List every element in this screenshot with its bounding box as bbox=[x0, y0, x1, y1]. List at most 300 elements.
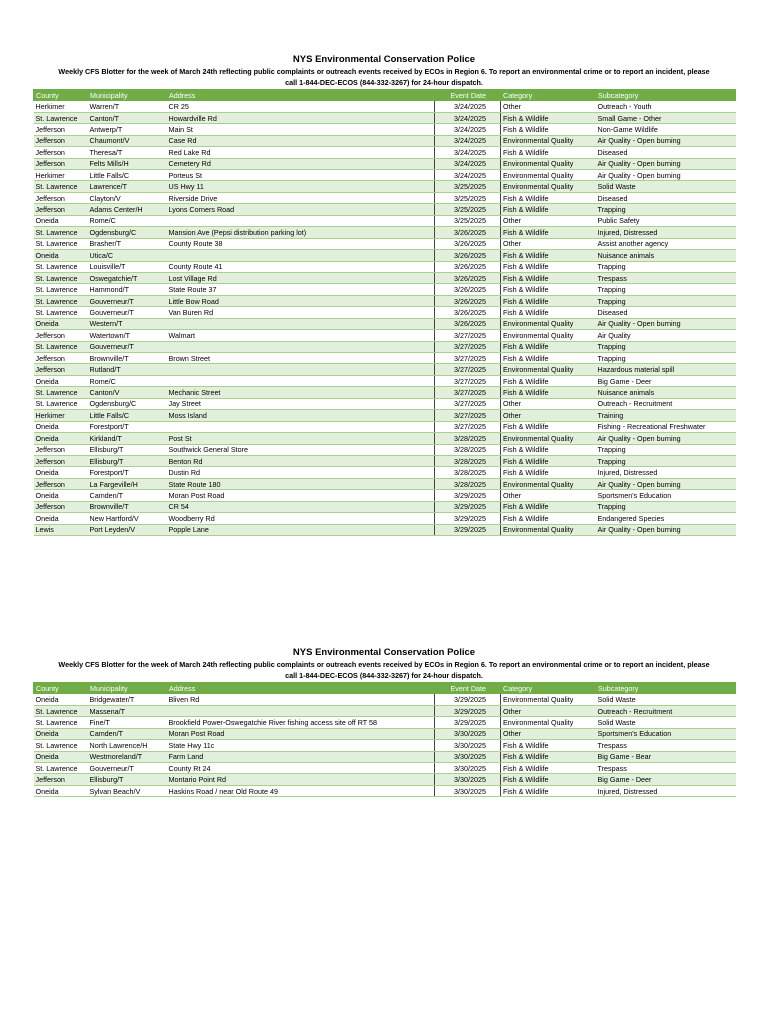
cell-event-date: 3/29/2025 bbox=[435, 490, 501, 501]
cell-address: Red Lake Rd bbox=[167, 147, 435, 158]
cell-county: Jefferson bbox=[34, 135, 88, 146]
cell-municipality: Ellisburg/T bbox=[88, 444, 167, 455]
cell-event-date: 3/27/2025 bbox=[435, 410, 501, 421]
header-county: County bbox=[34, 683, 88, 694]
cell-category: Other bbox=[501, 490, 596, 501]
cell-county: St. Lawrence bbox=[34, 740, 88, 751]
cell-category: Fish & Wildlife bbox=[501, 295, 596, 306]
header-category: Category bbox=[501, 683, 596, 694]
cell-county: St. Lawrence bbox=[34, 295, 88, 306]
table-row bbox=[34, 295, 736, 306]
cell-municipality: Westmoreland/T bbox=[88, 751, 167, 762]
cell-address: Bliven Rd bbox=[167, 694, 435, 705]
header-county: County bbox=[34, 90, 88, 101]
cell-event-date: 3/28/2025 bbox=[435, 433, 501, 444]
cell-address: Lyons Corners Road bbox=[167, 204, 435, 215]
table-row bbox=[34, 261, 736, 272]
table-row bbox=[34, 524, 736, 535]
cell-county: St. Lawrence bbox=[34, 112, 88, 123]
header-address: Address bbox=[167, 683, 435, 694]
cell-municipality: Warren/T bbox=[88, 101, 167, 112]
cell-category: Fish & Wildlife bbox=[501, 307, 596, 318]
cell-event-date: 3/26/2025 bbox=[435, 261, 501, 272]
cell-address: Walmart bbox=[167, 330, 435, 341]
cell-category: Fish & Wildlife bbox=[501, 763, 596, 774]
cell-address: CR 25 bbox=[167, 101, 435, 112]
cell-category: Other bbox=[501, 238, 596, 249]
cell-address: State Route 180 bbox=[167, 478, 435, 489]
cell-event-date: 3/26/2025 bbox=[435, 284, 501, 295]
table-row bbox=[34, 467, 736, 478]
table-row bbox=[34, 387, 736, 398]
cell-event-date: 3/27/2025 bbox=[435, 398, 501, 409]
cell-municipality: North Lawrence/H bbox=[88, 740, 167, 751]
cell-category: Fish & Wildlife bbox=[501, 774, 596, 785]
cell-municipality: Little Falls/C bbox=[88, 170, 167, 181]
cell-event-date: 3/30/2025 bbox=[435, 728, 501, 739]
table-row bbox=[34, 227, 736, 238]
cell-county: Jefferson bbox=[34, 455, 88, 466]
cell-subcategory: Training bbox=[596, 410, 736, 421]
table-row bbox=[34, 272, 736, 283]
cell-county: St. Lawrence bbox=[34, 705, 88, 716]
cell-event-date: 3/24/2025 bbox=[435, 124, 501, 135]
cell-event-date: 3/29/2025 bbox=[435, 705, 501, 716]
subtitle-line-2: call 1-844-DEC-ECOS (844-332-3267) for 24-hour dispatch. bbox=[285, 671, 483, 680]
cell-municipality: Sylvan Beach/V bbox=[88, 785, 167, 796]
cell-category: Environmental Quality bbox=[501, 330, 596, 341]
table-row bbox=[34, 204, 736, 215]
cell-county: Oneida bbox=[34, 728, 88, 739]
cell-county: Jefferson bbox=[34, 147, 88, 158]
cell-county: Oneida bbox=[34, 490, 88, 501]
cell-category: Fish & Wildlife bbox=[501, 341, 596, 352]
cell-county: St. Lawrence bbox=[34, 272, 88, 283]
cell-municipality: Port Leyden/V bbox=[88, 524, 167, 535]
cell-event-date: 3/27/2025 bbox=[435, 364, 501, 375]
cell-subcategory: Big Game - Deer bbox=[596, 774, 736, 785]
cell-address bbox=[167, 364, 435, 375]
cell-category: Other bbox=[501, 398, 596, 409]
cell-address: Main St bbox=[167, 124, 435, 135]
cell-event-date: 3/30/2025 bbox=[435, 763, 501, 774]
table-row bbox=[34, 785, 736, 796]
cell-county: Oneida bbox=[34, 694, 88, 705]
cell-subcategory: Outreach - Recruitment bbox=[596, 705, 736, 716]
cell-county: St. Lawrence bbox=[34, 238, 88, 249]
cell-county: Jefferson bbox=[34, 353, 88, 364]
cell-subcategory: Trapping bbox=[596, 284, 736, 295]
cell-county: St. Lawrence bbox=[34, 387, 88, 398]
cell-county: Jefferson bbox=[34, 501, 88, 512]
cell-event-date: 3/27/2025 bbox=[435, 341, 501, 352]
table-row bbox=[34, 763, 736, 774]
cell-event-date: 3/25/2025 bbox=[435, 181, 501, 192]
cell-event-date: 3/24/2025 bbox=[435, 147, 501, 158]
cell-category: Environmental Quality bbox=[501, 478, 596, 489]
table-row bbox=[34, 410, 736, 421]
table-row bbox=[34, 740, 736, 751]
cell-address bbox=[167, 705, 435, 716]
cell-municipality: Theresa/T bbox=[88, 147, 167, 158]
cell-category: Environmental Quality bbox=[501, 318, 596, 329]
cell-category: Other bbox=[501, 410, 596, 421]
table-row bbox=[34, 215, 736, 226]
cell-category: Fish & Wildlife bbox=[501, 227, 596, 238]
table-row bbox=[34, 307, 736, 318]
table-row bbox=[34, 728, 736, 739]
cell-address: State Hwy 11c bbox=[167, 740, 435, 751]
cell-subcategory: Trespass bbox=[596, 763, 736, 774]
cell-category: Environmental Quality bbox=[501, 181, 596, 192]
cell-subcategory: Big Game - Deer bbox=[596, 375, 736, 386]
cell-address bbox=[167, 375, 435, 386]
cell-event-date: 3/27/2025 bbox=[435, 421, 501, 432]
cell-address: Brookfield Power-Oswegatchie River fishing access site off RT 58 bbox=[167, 717, 435, 728]
cell-subcategory: Sportsmen's Education bbox=[596, 490, 736, 501]
cell-address: Riverside Drive bbox=[167, 192, 435, 203]
table-header-row bbox=[34, 90, 736, 101]
cell-county: St. Lawrence bbox=[34, 227, 88, 238]
cell-municipality: Adams Center/H bbox=[88, 204, 167, 215]
cell-subcategory: Trapping bbox=[596, 444, 736, 455]
cell-county: Jefferson bbox=[34, 204, 88, 215]
cell-address: Mechanic Street bbox=[167, 387, 435, 398]
table-row bbox=[34, 158, 736, 169]
cell-event-date: 3/28/2025 bbox=[435, 444, 501, 455]
table-row bbox=[34, 501, 736, 512]
table-row bbox=[34, 364, 736, 375]
cell-category: Fish & Wildlife bbox=[501, 751, 596, 762]
cell-municipality: Gouverneur/T bbox=[88, 307, 167, 318]
cell-county: Oneida bbox=[34, 785, 88, 796]
table-row bbox=[34, 751, 736, 762]
cell-subcategory: Sportsmen's Education bbox=[596, 728, 736, 739]
cell-address: Moran Post Road bbox=[167, 490, 435, 501]
cell-event-date: 3/29/2025 bbox=[435, 501, 501, 512]
cell-subcategory: Air Quality - Open burning bbox=[596, 433, 736, 444]
cell-event-date: 3/30/2025 bbox=[435, 785, 501, 796]
cell-category: Environmental Quality bbox=[501, 158, 596, 169]
table-row bbox=[34, 192, 736, 203]
blotter-page-2 bbox=[33, 647, 735, 797]
cell-event-date: 3/29/2025 bbox=[435, 694, 501, 705]
page-title: NYS Environmental Conservation Police bbox=[292, 54, 476, 65]
blotter-table-2 bbox=[33, 682, 736, 797]
cell-county: St. Lawrence bbox=[34, 307, 88, 318]
header-event-date: Event Date bbox=[435, 90, 501, 101]
cell-category: Fish & Wildlife bbox=[501, 375, 596, 386]
cell-event-date: 3/26/2025 bbox=[435, 250, 501, 261]
cell-subcategory: Air Quality bbox=[596, 330, 736, 341]
cell-subcategory: Trapping bbox=[596, 353, 736, 364]
cell-subcategory: Air Quality - Open burning bbox=[596, 135, 736, 146]
cell-subcategory: Small Game - Other bbox=[596, 112, 736, 123]
table-row bbox=[34, 147, 736, 158]
cell-municipality: Rome/C bbox=[88, 215, 167, 226]
cell-county: Herkimer bbox=[34, 410, 88, 421]
cell-address: Case Rd bbox=[167, 135, 435, 146]
cell-county: Oneida bbox=[34, 250, 88, 261]
cell-municipality: Camden/T bbox=[88, 728, 167, 739]
cell-category: Fish & Wildlife bbox=[501, 740, 596, 751]
cell-event-date: 3/26/2025 bbox=[435, 227, 501, 238]
cell-event-date: 3/24/2025 bbox=[435, 101, 501, 112]
cell-address: Dustin Rd bbox=[167, 467, 435, 478]
cell-category: Fish & Wildlife bbox=[501, 467, 596, 478]
cell-county: Jefferson bbox=[34, 158, 88, 169]
cell-subcategory: Air Quality - Open burning bbox=[596, 170, 736, 181]
table-row bbox=[34, 444, 736, 455]
cell-municipality: Lawrence/T bbox=[88, 181, 167, 192]
cell-municipality: Gouverneur/T bbox=[88, 763, 167, 774]
cell-category: Environmental Quality bbox=[501, 364, 596, 375]
cell-event-date: 3/28/2025 bbox=[435, 467, 501, 478]
cell-address: County Route 38 bbox=[167, 238, 435, 249]
table-row bbox=[34, 135, 736, 146]
cell-municipality: Canton/T bbox=[88, 112, 167, 123]
cell-address bbox=[167, 215, 435, 226]
cell-subcategory: Trespass bbox=[596, 272, 736, 283]
cell-subcategory: Trapping bbox=[596, 455, 736, 466]
cell-county: Jefferson bbox=[34, 444, 88, 455]
table-row bbox=[34, 353, 736, 364]
table-row bbox=[34, 181, 736, 192]
table-row bbox=[34, 318, 736, 329]
cell-municipality: Hammond/T bbox=[88, 284, 167, 295]
header-subcategory: Subcategory bbox=[596, 683, 736, 694]
table-row bbox=[34, 284, 736, 295]
cell-event-date: 3/24/2025 bbox=[435, 112, 501, 123]
cell-category: Fish & Wildlife bbox=[501, 513, 596, 524]
cell-subcategory: Trapping bbox=[596, 501, 736, 512]
cell-county: Jefferson bbox=[34, 478, 88, 489]
cell-municipality: Brownville/T bbox=[88, 501, 167, 512]
table-row bbox=[34, 101, 736, 112]
cell-county: Oneida bbox=[34, 467, 88, 478]
table-row bbox=[34, 330, 736, 341]
cell-municipality: Rutland/T bbox=[88, 364, 167, 375]
cell-subcategory: Nuisance animals bbox=[596, 387, 736, 398]
blotter-page-1 bbox=[33, 54, 735, 536]
cell-category: Fish & Wildlife bbox=[501, 501, 596, 512]
cell-municipality: Watertown/T bbox=[88, 330, 167, 341]
cell-municipality: Brownville/T bbox=[88, 353, 167, 364]
cell-county: Jefferson bbox=[34, 774, 88, 785]
table-body bbox=[34, 694, 736, 797]
cell-category: Fish & Wildlife bbox=[501, 421, 596, 432]
cell-address: Little Bow Road bbox=[167, 295, 435, 306]
cell-address: CR 54 bbox=[167, 501, 435, 512]
cell-municipality: Gouverneur/T bbox=[88, 295, 167, 306]
cell-municipality: Felts Mills/H bbox=[88, 158, 167, 169]
cell-subcategory: Outreach - Youth bbox=[596, 101, 736, 112]
cell-category: Fish & Wildlife bbox=[501, 353, 596, 364]
cell-municipality: Louisville/T bbox=[88, 261, 167, 272]
cell-subcategory: Diseased bbox=[596, 147, 736, 158]
cell-category: Other bbox=[501, 705, 596, 716]
cell-subcategory: Diseased bbox=[596, 307, 736, 318]
cell-address: Woodberry Rd bbox=[167, 513, 435, 524]
table-body bbox=[34, 101, 736, 536]
cell-subcategory: Solid Waste bbox=[596, 181, 736, 192]
cell-subcategory: Air Quality - Open burning bbox=[596, 158, 736, 169]
cell-address: Haskins Road / near Old Route 49 bbox=[167, 785, 435, 796]
cell-county: Herkimer bbox=[34, 101, 88, 112]
cell-municipality: Ogdensburg/C bbox=[88, 227, 167, 238]
cell-subcategory: Trapping bbox=[596, 261, 736, 272]
cell-address: County Route 41 bbox=[167, 261, 435, 272]
table-row bbox=[34, 421, 736, 432]
cell-address: Howardville Rd bbox=[167, 112, 435, 123]
cell-category: Environmental Quality bbox=[501, 524, 596, 535]
cell-address: Farm Land bbox=[167, 751, 435, 762]
cell-event-date: 3/29/2025 bbox=[435, 717, 501, 728]
blotter-table-1 bbox=[33, 89, 736, 536]
cell-event-date: 3/26/2025 bbox=[435, 295, 501, 306]
cell-event-date: 3/27/2025 bbox=[435, 330, 501, 341]
cell-event-date: 3/26/2025 bbox=[435, 307, 501, 318]
header-municipality: Municipality bbox=[88, 683, 167, 694]
cell-category: Environmental Quality bbox=[501, 135, 596, 146]
cell-address: Post St bbox=[167, 433, 435, 444]
cell-event-date: 3/30/2025 bbox=[435, 740, 501, 751]
cell-address: Popple Lane bbox=[167, 524, 435, 535]
header-municipality: Municipality bbox=[88, 90, 167, 101]
cell-address: Porteus St bbox=[167, 170, 435, 181]
cell-county: St. Lawrence bbox=[34, 763, 88, 774]
table-row bbox=[34, 490, 736, 501]
cell-event-date: 3/25/2025 bbox=[435, 204, 501, 215]
cell-category: Fish & Wildlife bbox=[501, 192, 596, 203]
cell-address: Benton Rd bbox=[167, 455, 435, 466]
cell-category: Fish & Wildlife bbox=[501, 455, 596, 466]
cell-municipality: New Hartford/V bbox=[88, 513, 167, 524]
cell-municipality: Little Falls/C bbox=[88, 410, 167, 421]
table-row bbox=[34, 398, 736, 409]
cell-county: Jefferson bbox=[34, 124, 88, 135]
cell-county: St. Lawrence bbox=[34, 341, 88, 352]
cell-event-date: 3/27/2025 bbox=[435, 353, 501, 364]
cell-address: Moss Island bbox=[167, 410, 435, 421]
cell-municipality: Utica/C bbox=[88, 250, 167, 261]
table-row bbox=[34, 341, 736, 352]
cell-county: St. Lawrence bbox=[34, 181, 88, 192]
cell-category: Fish & Wildlife bbox=[501, 284, 596, 295]
cell-address: Southwick General Store bbox=[167, 444, 435, 455]
cell-county: Oneida bbox=[34, 375, 88, 386]
cell-category: Environmental Quality bbox=[501, 717, 596, 728]
cell-municipality: Fine/T bbox=[88, 717, 167, 728]
cell-municipality: Bridgewater/T bbox=[88, 694, 167, 705]
cell-category: Fish & Wildlife bbox=[501, 112, 596, 123]
cell-category: Other bbox=[501, 215, 596, 226]
cell-address: Montario Point Rd bbox=[167, 774, 435, 785]
cell-subcategory: Hazardous material spill bbox=[596, 364, 736, 375]
cell-address bbox=[167, 318, 435, 329]
cell-subcategory: Injured, Distressed bbox=[596, 785, 736, 796]
cell-subcategory: Air Quality - Open burning bbox=[596, 318, 736, 329]
table-row bbox=[34, 694, 736, 705]
cell-category: Fish & Wildlife bbox=[501, 147, 596, 158]
cell-category: Other bbox=[501, 728, 596, 739]
cell-category: Fish & Wildlife bbox=[501, 204, 596, 215]
cell-county: Oneida bbox=[34, 513, 88, 524]
cell-subcategory: Trapping bbox=[596, 295, 736, 306]
cell-municipality: Chaumont/V bbox=[88, 135, 167, 146]
table-row bbox=[34, 238, 736, 249]
cell-subcategory: Endangered Species bbox=[596, 513, 736, 524]
table-row bbox=[34, 433, 736, 444]
table-row bbox=[34, 705, 736, 716]
subtitle-line-1: Weekly CFS Blotter for the week of March 24th reflecting public complaints or outreach events received by ECOs in Region 6. To report an environmental crime or to report an incident, please bbox=[58, 67, 710, 76]
cell-county: Oneida bbox=[34, 421, 88, 432]
cell-subcategory: Solid Waste bbox=[596, 717, 736, 728]
cell-event-date: 3/28/2025 bbox=[435, 455, 501, 466]
cell-county: St. Lawrence bbox=[34, 398, 88, 409]
cell-category: Fish & Wildlife bbox=[501, 261, 596, 272]
cell-municipality: La Fargeville/H bbox=[88, 478, 167, 489]
cell-event-date: 3/28/2025 bbox=[435, 478, 501, 489]
cell-category: Environmental Quality bbox=[501, 170, 596, 181]
cell-county: Oneida bbox=[34, 318, 88, 329]
cell-event-date: 3/24/2025 bbox=[435, 158, 501, 169]
cell-subcategory: Nuisance animals bbox=[596, 250, 736, 261]
cell-county: Jefferson bbox=[34, 364, 88, 375]
table-row bbox=[34, 112, 736, 123]
cell-category: Environmental Quality bbox=[501, 433, 596, 444]
cell-event-date: 3/30/2025 bbox=[435, 751, 501, 762]
cell-category: Other bbox=[501, 101, 596, 112]
cell-municipality: Canton/V bbox=[88, 387, 167, 398]
cell-address: Brown Street bbox=[167, 353, 435, 364]
cell-event-date: 3/26/2025 bbox=[435, 318, 501, 329]
cell-event-date: 3/27/2025 bbox=[435, 375, 501, 386]
cell-category: Fish & Wildlife bbox=[501, 124, 596, 135]
cell-event-date: 3/29/2025 bbox=[435, 513, 501, 524]
cell-county: Oneida bbox=[34, 215, 88, 226]
cell-address: Lost Village Rd bbox=[167, 272, 435, 283]
cell-category: Fish & Wildlife bbox=[501, 444, 596, 455]
cell-event-date: 3/25/2025 bbox=[435, 192, 501, 203]
cell-category: Fish & Wildlife bbox=[501, 272, 596, 283]
header-category: Category bbox=[501, 90, 596, 101]
cell-municipality: Massena/T bbox=[88, 705, 167, 716]
cell-municipality: Brasher/T bbox=[88, 238, 167, 249]
cell-county: St. Lawrence bbox=[34, 261, 88, 272]
cell-subcategory: Fishing - Recreational Freshwater bbox=[596, 421, 736, 432]
cell-subcategory: Injured, Distressed bbox=[596, 467, 736, 478]
cell-address: Cemetery Rd bbox=[167, 158, 435, 169]
cell-event-date: 3/27/2025 bbox=[435, 387, 501, 398]
cell-subcategory: Air Quality - Open burning bbox=[596, 478, 736, 489]
page-title: NYS Environmental Conservation Police bbox=[292, 647, 476, 658]
cell-municipality: Western/T bbox=[88, 318, 167, 329]
cell-municipality: Ellisburg/T bbox=[88, 774, 167, 785]
cell-subcategory: Air Quality - Open burning bbox=[596, 524, 736, 535]
cell-event-date: 3/24/2025 bbox=[435, 135, 501, 146]
cell-event-date: 3/30/2025 bbox=[435, 774, 501, 785]
cell-event-date: 3/26/2025 bbox=[435, 272, 501, 283]
cell-subcategory: Non-Game Wildlife bbox=[596, 124, 736, 135]
cell-county: St. Lawrence bbox=[34, 717, 88, 728]
cell-county: Oneida bbox=[34, 433, 88, 444]
cell-address: US Hwy 11 bbox=[167, 181, 435, 192]
table-row bbox=[34, 250, 736, 261]
table-row bbox=[34, 375, 736, 386]
cell-subcategory: Injured, Distressed bbox=[596, 227, 736, 238]
cell-subcategory: Public Safety bbox=[596, 215, 736, 226]
